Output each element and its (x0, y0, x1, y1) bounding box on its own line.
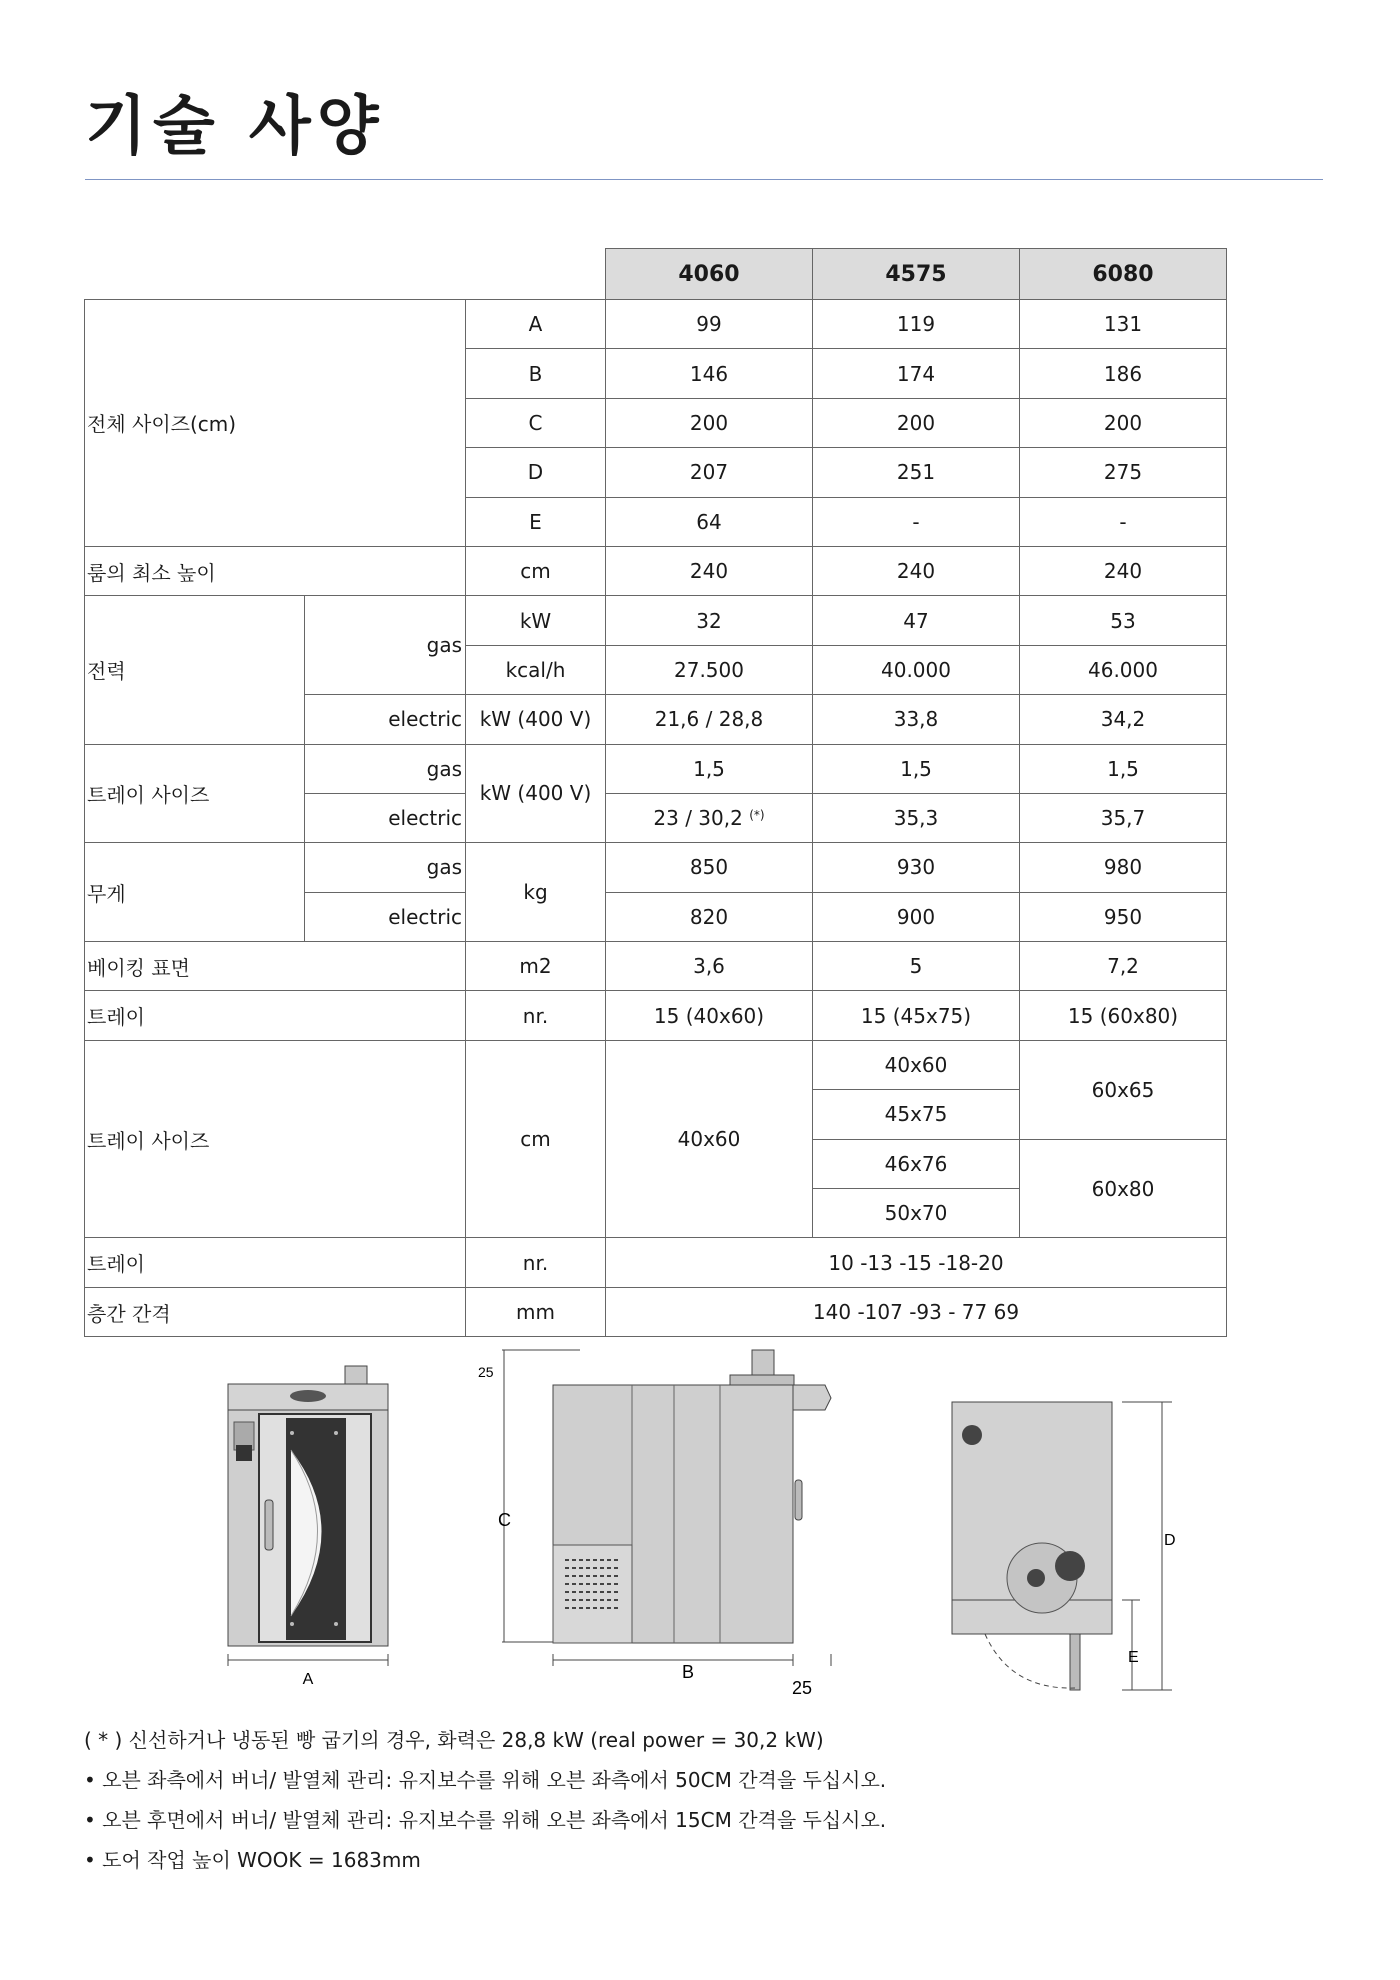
value-cell: 35,3 (813, 793, 1020, 842)
value-cell: 50x70 (813, 1189, 1020, 1238)
value-cell: 900 (813, 892, 1020, 941)
value-cell: 7,2 (1020, 942, 1227, 991)
value-cell: 1,5 (813, 744, 1020, 793)
value-cell: 850 (606, 843, 813, 892)
model-header-4060: 4060 (606, 249, 813, 300)
tray-sizes-label: 트레이 사이즈 (85, 1040, 466, 1238)
value-cell: 5 (813, 942, 1020, 991)
power-gas-label: gas (305, 596, 466, 695)
value-cell: 119 (813, 300, 1020, 349)
value-cell: 174 (813, 349, 1020, 398)
power-electric-label: electric (305, 695, 466, 744)
dim-cell: B (466, 349, 606, 398)
value-text: 23 / 30,2 (653, 806, 743, 831)
value-cell: 251 (813, 448, 1020, 497)
model-header-4575: 4575 (813, 249, 1020, 300)
value-cell: 820 (606, 892, 813, 941)
value-cell: 240 (606, 546, 813, 595)
top-view-drawing (952, 1402, 1172, 1690)
value-cell: 60x65 (1020, 1040, 1227, 1139)
value-cell: 32 (606, 596, 813, 645)
value-cell: 186 (1020, 349, 1227, 398)
unit-cell: m2 (466, 942, 606, 991)
unit-cell: cm (466, 1040, 606, 1238)
baking-surface-label: 베이킹 표면 (85, 942, 466, 991)
value-cell: 140 -107 -93 - 77 69 (606, 1287, 1227, 1336)
value-cell: 99 (606, 300, 813, 349)
trays-label: 트레이 (85, 991, 466, 1040)
dim-d-label: D (1164, 1532, 1176, 1549)
value-cell: 46x76 (813, 1139, 1020, 1188)
value-cell: 40.000 (813, 645, 1020, 694)
unit-cell: kW (400 V) (466, 744, 606, 843)
value-cell: 33,8 (813, 695, 1020, 744)
footnote-mark: (*) (749, 808, 765, 823)
front-view-drawing (228, 1366, 388, 1666)
dim-25-bottom-label: 25 (791, 1678, 813, 1698)
tray-count-label: 트레이 (85, 1238, 466, 1287)
value-cell: 21,6 / 28,8 (606, 695, 813, 744)
value-cell: 240 (1020, 546, 1227, 595)
value-cell: 146 (606, 349, 813, 398)
unit-cell: nr. (466, 991, 606, 1040)
value-cell: 47 (813, 596, 1020, 645)
unit-cell: kg (466, 843, 606, 942)
dim-cell: E (466, 497, 606, 546)
value-cell: - (1020, 497, 1227, 546)
value-cell: 45x75 (813, 1090, 1020, 1139)
dim-cell: A (466, 300, 606, 349)
side-view-drawing (502, 1350, 831, 1666)
dim-e-label: E (1128, 1649, 1139, 1666)
value-cell: 1,5 (606, 744, 813, 793)
value-cell: 40x60 (813, 1040, 1020, 1089)
value-cell: 200 (813, 398, 1020, 447)
unit-cell: mm (466, 1287, 606, 1336)
value-cell: 34,2 (1020, 695, 1227, 744)
value-cell: 207 (606, 448, 813, 497)
value-cell: 10 -13 -15 -18-20 (606, 1238, 1227, 1287)
value-cell: 3,6 (606, 942, 813, 991)
unit-cell: kW (466, 596, 606, 645)
dim-c-label: C (498, 1510, 511, 1530)
tray-power-gas-label: gas (305, 744, 466, 793)
model-header-6080: 6080 (1020, 249, 1227, 300)
unit-cell: nr. (466, 1238, 606, 1287)
value-cell: - (813, 497, 1020, 546)
tray-power-electric-label: electric (305, 793, 466, 842)
value-cell: 930 (813, 843, 1020, 892)
footnote-line: • 도어 작업 높이 WOOK = 1683mm (84, 1848, 421, 1872)
value-cell: 1,5 (1020, 744, 1227, 793)
value-cell: 40x60 (606, 1040, 813, 1238)
unit-cell: cm (466, 546, 606, 595)
value-cell: 15 (40x60) (606, 991, 813, 1040)
page-title: 기술 사양 (85, 90, 385, 164)
unit-cell: kcal/h (466, 645, 606, 694)
unit-cell: kW (400 V) (466, 695, 606, 744)
dim-b-label: B (681, 1662, 695, 1682)
value-cell: 275 (1020, 448, 1227, 497)
value-cell: 27.500 (606, 645, 813, 694)
weight-electric-label: electric (305, 892, 466, 941)
value-cell: 64 (606, 497, 813, 546)
dim-cell: D (466, 448, 606, 497)
value-cell: 200 (1020, 398, 1227, 447)
dim-cell: C (466, 398, 606, 447)
footnote-line: ( * ) 신선하거나 냉동된 빵 굽기의 경우, 화력은 28,8 kW (real power = 30,2 kW) (84, 1728, 824, 1752)
dim-25-top-label: 25 (478, 1364, 494, 1380)
weight-gas-label: gas (305, 843, 466, 892)
value-cell: 240 (813, 546, 1020, 595)
footnote-line: • 오븐 좌측에서 버너/ 발열체 관리: 유지보수를 위해 오븐 좌측에서 50CM 간격을 두십시오. (84, 1768, 887, 1792)
weight-label: 무게 (85, 843, 305, 942)
footnotes (84, 1720, 886, 1880)
value-cell: 950 (1020, 892, 1227, 941)
value-cell: 53 (1020, 596, 1227, 645)
tray-power-label: 트레이 사이즈 (85, 744, 305, 843)
value-cell: 60x80 (1020, 1139, 1227, 1238)
value-cell: 131 (1020, 300, 1227, 349)
footnote-line: • 오븐 후면에서 버너/ 발열체 관리: 유지보수를 위해 오븐 좌측에서 15CM 간격을 두십시오. (84, 1808, 887, 1832)
value-cell: 35,7 (1020, 793, 1227, 842)
value-cell: 15 (45x75) (813, 991, 1020, 1040)
room-height-label: 룸의 최소 높이 (85, 546, 466, 595)
value-cell: 15 (60x80) (1020, 991, 1227, 1040)
overall-size-label: 전체 사이즈(cm) (85, 300, 466, 547)
value-cell: 200 (606, 398, 813, 447)
shelf-spacing-label: 층간 간격 (85, 1287, 466, 1336)
power-label: 전력 (85, 596, 305, 744)
dim-a-label: A (302, 1671, 314, 1688)
value-cell: 46.000 (1020, 645, 1227, 694)
value-cell: 980 (1020, 843, 1227, 892)
